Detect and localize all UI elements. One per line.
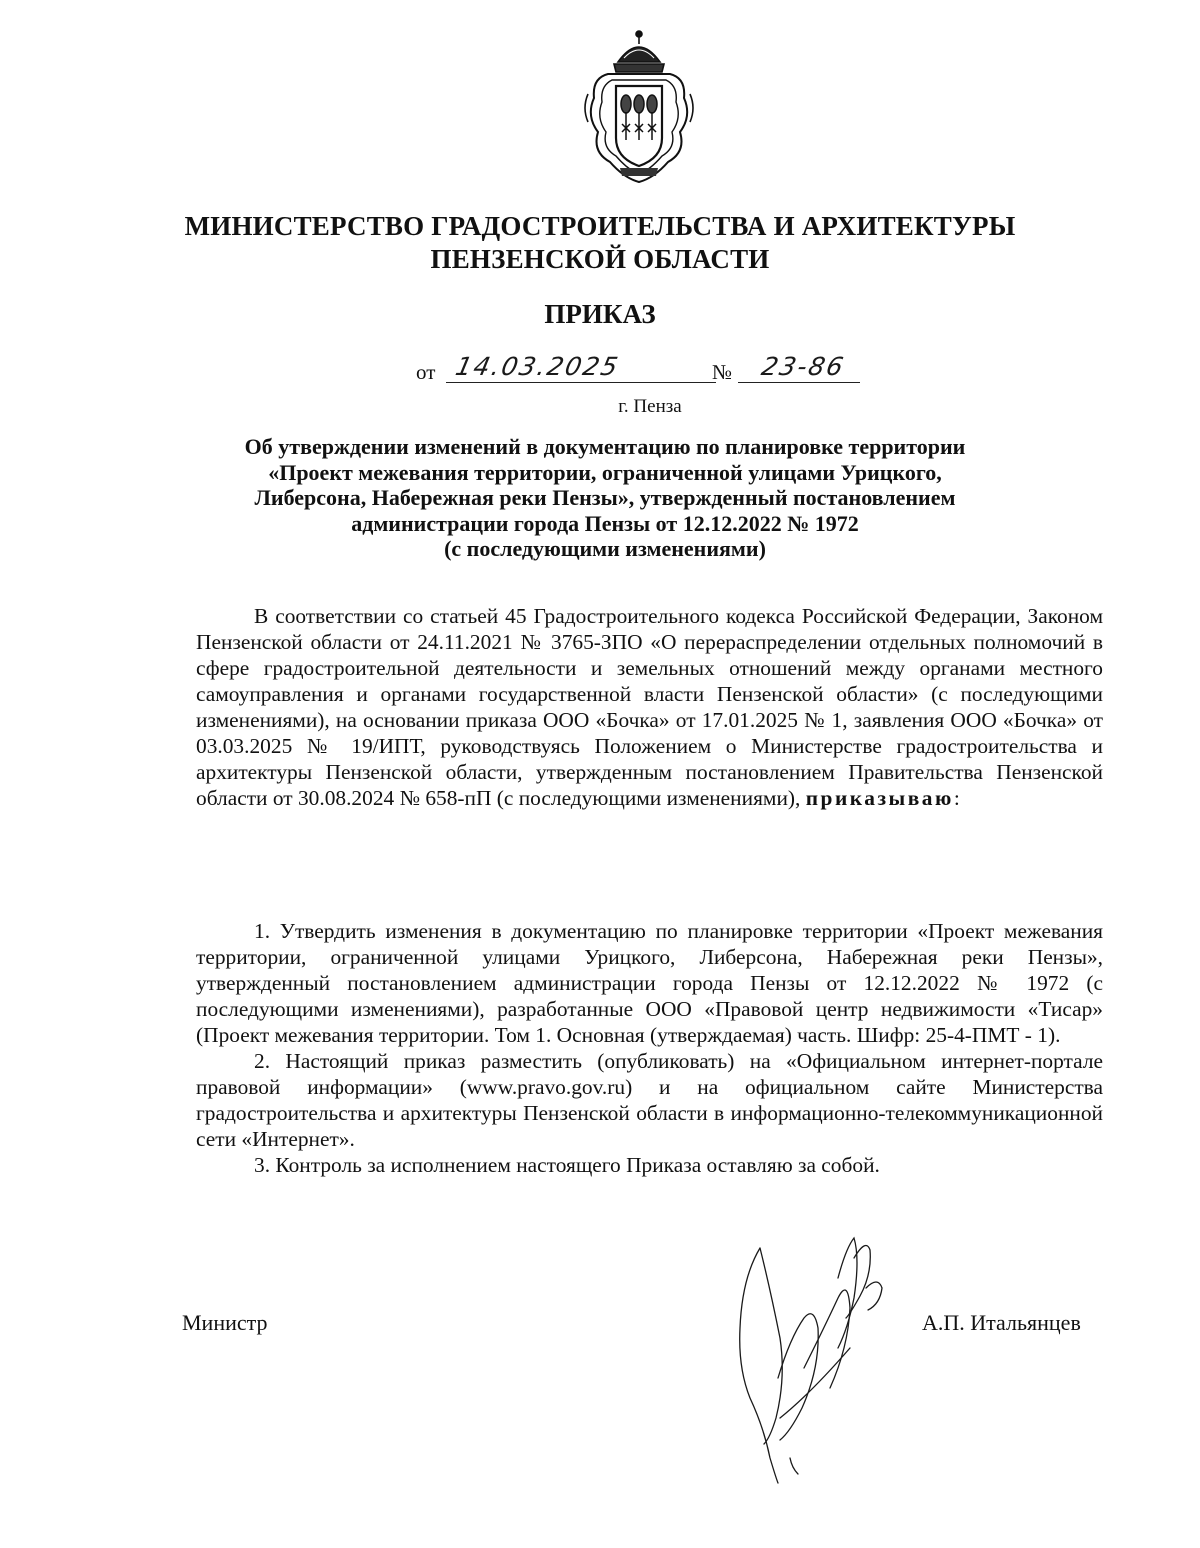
number-label: № [712,360,733,384]
number-underline [738,382,860,383]
date-underline [446,382,716,383]
order-item-1: 1. Утвердить изменения в документацию по планировке территории «Проект межевания территории, ограниченной улицами Урицкого, Либерсона, Набережная реки Пензы», утвержденный постановлением администрации города Пензы от 12.12.2022 № 1972 (с последующими изменениями), разработанные ООО «Правовой центр недвижимости «Тисар» (Проект межевания территории. Том 1. Основная (утверждаемая) часть. Шифр: 25-4-ПМТ - 1). [196,919,1103,1047]
signer-name: А.П. Итальянцев [922,1310,1081,1335]
document-subject [160,434,1050,562]
ministry-name-line2: ПЕНЗЕНСКОЙ ОБЛАСТИ [430,244,770,274]
document-type-title: ПРИКАЗ [544,299,656,329]
order-keyword-colon: : [953,786,960,810]
ministry-name [150,210,1050,276]
ministry-name-line1: МИНИСТЕРСТВО ГРАДОСТРОИТЕЛЬСТВА И АРХИТЕКТУРЫ [184,211,1016,241]
city-name: г. Пенза [618,396,682,417]
order-items [196,918,1103,1178]
handwritten-date: 14.03.2025 [452,352,623,381]
preamble-text: В соответствии со статьей 45 Градостроительного кодекса Российской Федерации, Законом Пензенской области от 24.11.2021 № 3765-ЗПО «О перераспределении отдельных полномочий в сфере градостроительной деятельности и земельных отношений между органами местного самоуправления и органами государственной власти Пензенской области» (с последующими изменениями), на основании приказа ООО «Бочка» от 17.01.2025 № 1, заявления ООО «Бочка» от 03.03.2025 № 19/ИПТ, руководствуясь Положением о Министерстве градостроительства и архитектуры Пензенской области, утвержденным постановлением Правительства Пензенской области от 30.08.2024 № 658-пП (с последующими изменениями), [196,604,1103,810]
order-item-2: 2. Настоящий приказ разместить (опубликовать) на «Официальном интернет-портале правовой информации» (www.pravo.gov.ru) и на официальном сайте Министерства градостроительства и архитектуры Пензенской области в информационно-телекоммуникационной сети «Интернет». [196,1049,1103,1151]
subject-line: Либерсона, Набережная реки Пензы», утвержденный постановлением [254,485,956,510]
date-from-label: от [416,360,436,384]
signer-position: Министр [182,1310,268,1335]
order-item-3: 3. Контроль за исполнением настоящего Приказа оставляю за собой. [254,1153,880,1177]
handwritten-number: 23-86 [758,352,848,381]
subject-line: (с последующими изменениями) [444,536,766,561]
subject-line: администрации города Пензы от 12.12.2022 № 1972 [351,510,859,536]
coat-of-arms-icon [578,28,700,186]
handwritten-signature-icon [720,1218,920,1488]
subject-line: «Проект межевания территории, ограниченной улицами Урицкого, [268,459,942,485]
subject-line: Об утверждении изменений в документацию по планировке территории [244,434,966,459]
preamble-paragraph [196,603,1103,811]
order-keyword: приказываю [805,786,954,810]
